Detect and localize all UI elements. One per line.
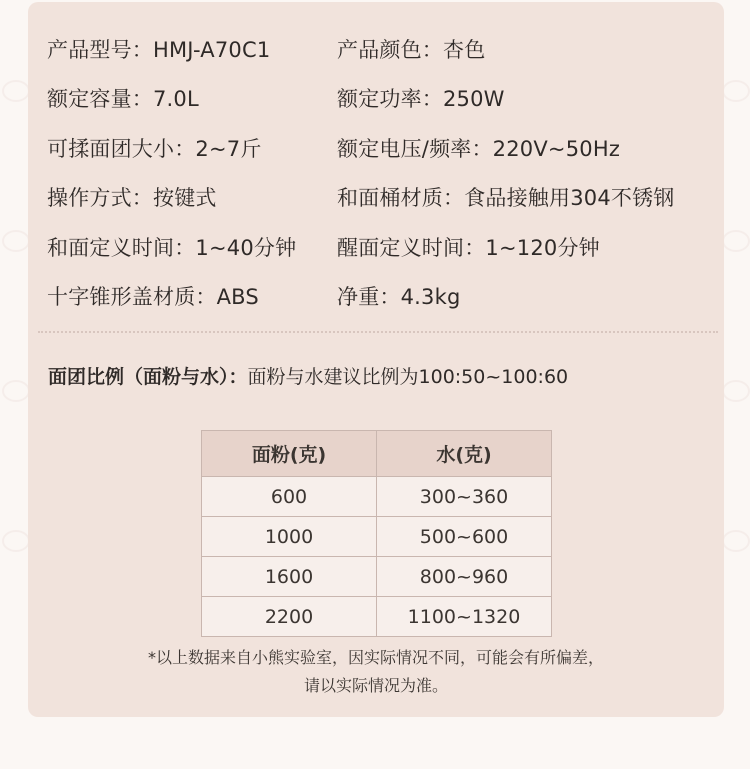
spec-voltage-frequency: 额定电压/频率：220V~50Hz <box>337 136 621 161</box>
spec-operation: 操作方式：按键式 <box>47 185 217 210</box>
background-ring <box>722 230 750 252</box>
spec-color: 产品颜色：杏色 <box>337 37 486 62</box>
table-row <box>202 597 552 637</box>
background-ring <box>722 80 750 102</box>
water-header: 水(克) <box>377 431 552 477</box>
table-row <box>202 557 552 597</box>
table-row <box>202 517 552 557</box>
water-cell: 300~360 <box>377 477 552 517</box>
disclaimer-line-1: *以上数据来自小熊实验室，因实际情况不同，可能会有所偏差， <box>147 648 604 667</box>
spec-model: 产品型号：HMJ-A70C1 <box>47 37 271 62</box>
flour-water-table <box>201 430 552 637</box>
ratio-label: 面团比例（面粉与水）： <box>48 366 248 388</box>
flour-cell: 1000 <box>202 517 377 557</box>
product-spec-card <box>28 2 724 717</box>
flour-cell: 2200 <box>202 597 377 637</box>
flour-cell: 600 <box>202 477 377 517</box>
flour-header: 面粉(克) <box>202 431 377 477</box>
spec-net-weight: 净重：4.3kg <box>337 284 461 309</box>
disclaimer-line-2: 请以实际情况为准。 <box>303 676 448 695</box>
water-cell: 500~600 <box>377 517 552 557</box>
table-row <box>202 477 552 517</box>
water-cell: 800~960 <box>377 557 552 597</box>
disclaimer-note <box>28 644 724 700</box>
flour-cell: 1600 <box>202 557 377 597</box>
spec-power: 额定功率：250W <box>337 86 505 111</box>
spec-capacity: 额定容量：7.0L <box>47 86 199 111</box>
spec-bucket-material: 和面桶材质：食品接触用304不锈钢 <box>337 185 675 210</box>
table-header-row <box>202 431 552 477</box>
background-ring <box>722 380 750 402</box>
background-ring <box>2 380 30 402</box>
ratio-recommendation <box>48 362 568 389</box>
spec-lid-material: 十字锥形盖材质：ABS <box>47 284 259 309</box>
background-ring <box>2 80 30 102</box>
ratio-value: 面粉与水建议比例为100:50~100:60 <box>247 366 569 388</box>
spec-proof-time: 醒面定义时间：1~120分钟 <box>337 235 600 260</box>
background-ring <box>722 530 750 552</box>
spec-dough-size: 可揉面团大小：2~7斤 <box>47 136 262 161</box>
water-cell: 1100~1320 <box>377 597 552 637</box>
ratio-table-container <box>201 430 551 637</box>
spec-knead-time: 和面定义时间：1~40分钟 <box>47 235 297 260</box>
background-ring <box>2 230 30 252</box>
dotted-divider <box>38 331 718 333</box>
background-ring <box>2 530 30 552</box>
